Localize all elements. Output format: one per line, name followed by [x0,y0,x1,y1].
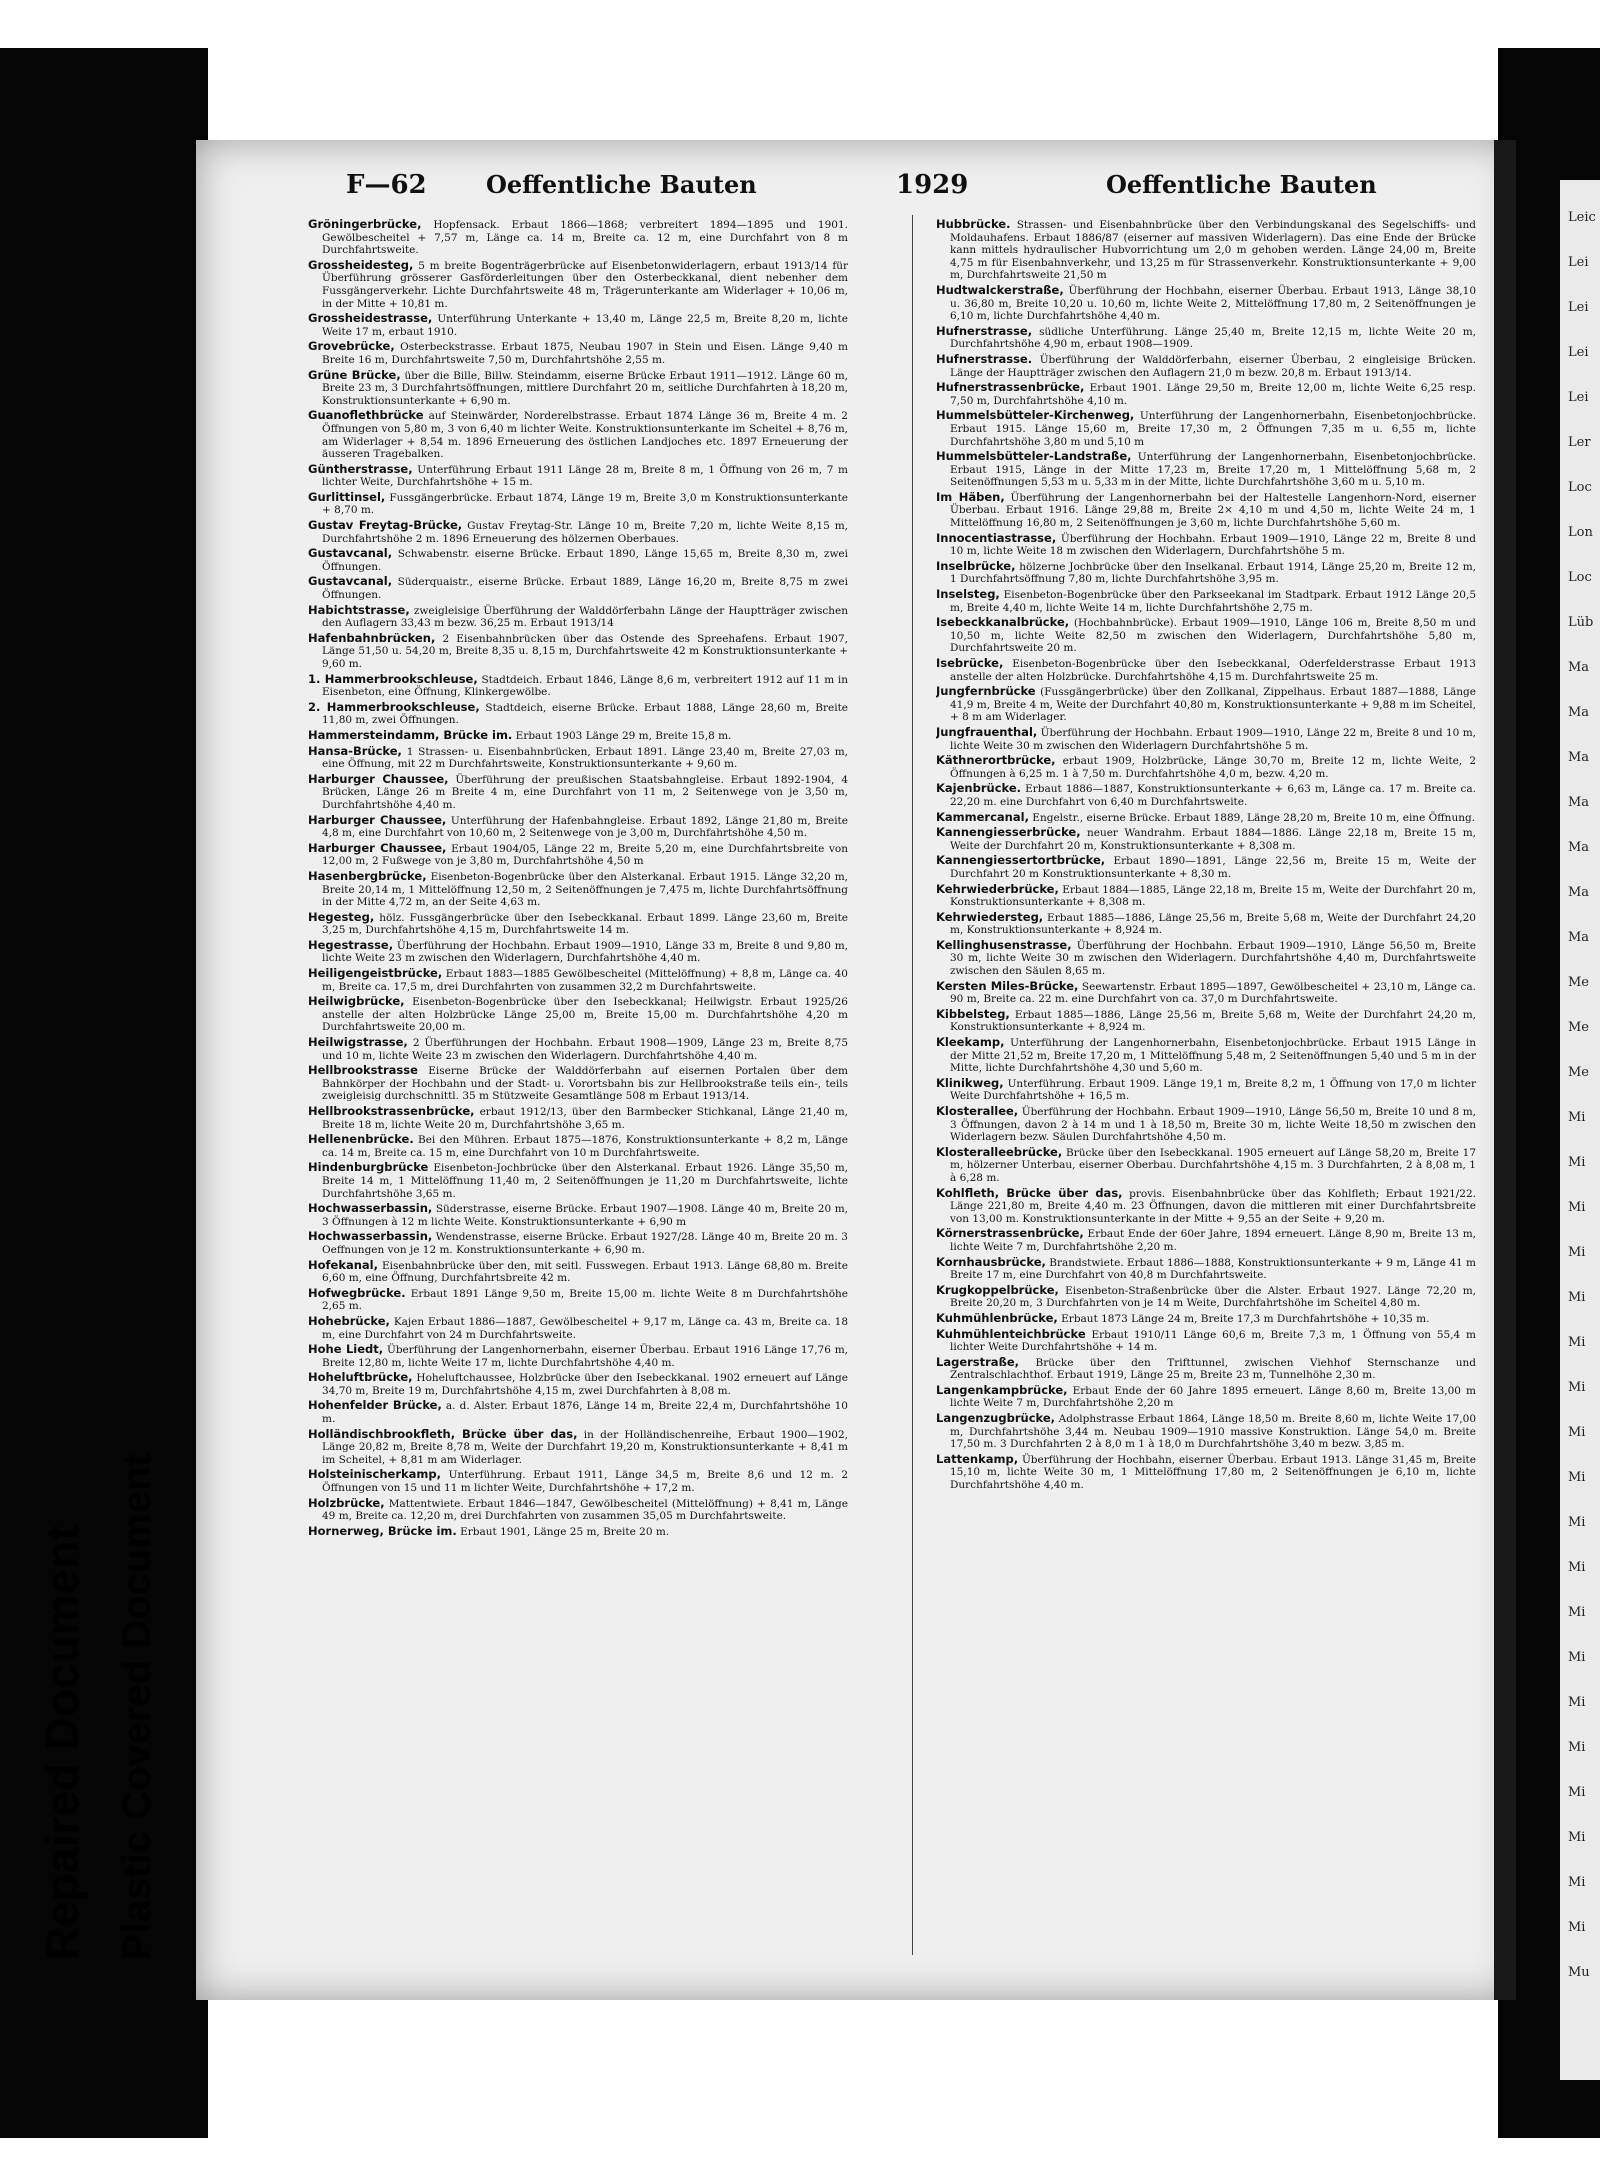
entry-text: Erbaut 1904/05, Länge 22 m, Breite 5,20 m, eine Durchfahrtsbreite von 12,00 m, 2 Fußwege von je 3,80 m, Durchfahrtshöhe 4,50 m [322,842,848,868]
entry-name: Im Häben, [936,489,1005,504]
directory-entry [308,1371,848,1397]
entry-text: Engelstr., eiserne Brücke. Erbaut 1889, Länge 28,20 m, Breite 10 m, eine Öffnung. [1032,811,1476,824]
directory-entry [936,811,1476,825]
directory-entry [308,1064,848,1103]
entry-name: Holsteinischerkamp, [308,1467,441,1482]
entry-text: Eisenbeton-Bogenbrücke über den Isebeckkanal, Oderfelderstrasse Erbaut 1913 anstelle der alten Holzbrücke. Durchfahrtshöhe 4,15 m. Durchfahrtsweite 25 m. [950,658,1476,683]
entry-text: Kajen Erbaut 1886—1887, Gewölbescheitel + 9,17 m, Länge ca. 43 m, Breite ca. 18 m, eine Durchfahrt von 24 m Durchfahrtsweite. [322,1315,848,1341]
entry-text: Eisenbahnbrücke über den, mit seitl. Fusswegen. Erbaut 1913. Länge 68,80 m. Breite 6,60 m, eine Öffnung, Durchfahrtsbreite 42 m. [322,1259,848,1285]
directory-entry [308,967,848,993]
entry-name: Kornhausbrücke, [936,1254,1046,1269]
entry-text: 2 Eisenbahnbrücken über das Ostende des Spreehafens. Erbaut 1907, Länge 51,50 u. 54,20 m, Breite 8,35 u. 8,15 m, Durchfahrtsweite 42 m Konstruktionsunterkante + 9,60 m. [322,632,848,670]
entry-name: Körnerstrassenbrücke, [936,1226,1084,1241]
entry-text: Fussgängerbrücke. Erbaut 1874, Länge 19 m, Breite 3,0 m Konstruktionsunterkante + 8,70 m. [322,491,848,517]
entry-text: Adolphstrasse Erbaut 1864, Länge 18,50 m. Breite 8,60 m, lichte Weite 17,00 m, Durchfahrtshöhe 3,44 m. Neubau 1909—1910 massive Konstruktion. Länge 54,0 m. Breite 17,50 m. 3 Durchfahrten 2 à 8,0 m 1 à 18,0 m Durchfahrtshöhe 3,40 m bezw. 3,85 m. [950,1413,1476,1451]
directory-entry [308,519,848,545]
entry-name: Hohe Liedt, [308,1342,384,1357]
entry-name: Jungfrauenthal, [936,724,1038,739]
directory-entry [308,729,848,743]
entry-text: Überführung der Hochbahn. Erbaut 1909—1910, Länge 56,50 m, Breite 30 m, lichte Weite 30 m zwischen den Widerlagern. Durchfahrtshöhe 4,40 m, Durchfahrtsweite zwischen den Säulen 8,65 m. [950,939,1476,978]
entry-text: Erbaut Ende der 60 Jahre 1895 erneuert. Länge 8,60 m, Breite 13,00 m lichte Weite 7 m, Durchfahrtshöhe 2,20 m [950,1384,1476,1410]
entry-text: über die Bille, Billw. Steindamm, eiserne Brücke Erbaut 1911—1912. Länge 60 m, Breite 23 m, 3 Durchfahrtsöffnungen, mittlere Durchfahrt 20 m, seitliche Durchfahrten à 18,20 m, Konstruktionsunterkante + 6,90 m. [322,369,848,407]
entry-name: Hoheluftbrücke, [308,1370,413,1385]
entry-text: Brandstwiete. Erbaut 1886—1888, Konstruktionsunterkante + 9 m, Länge 41 m Breite 17 m, eine Durchfahrt von 40,8 m Durchfahrtsweite. [950,1256,1476,1282]
entry-text: Erbaut 1890—1891, Länge 22,56 m, Breite 15 m, Weite der Durchfahrt 20 m Konstruktionsunterkante + 8,30 m. [950,855,1476,880]
entry-name: Gustavcanal, [308,574,393,589]
entry-name: Hubbrücke. [936,218,1011,231]
directory-entry [308,575,848,601]
entry-name: Hornerweg, Brücke im. [308,1523,457,1538]
left-running-head: Oeffentliche Bauten [486,170,757,199]
directory-entry [936,1256,1476,1282]
directory-entry [308,1259,848,1285]
entry-name: Klosterallee, [936,1104,1019,1118]
entry-text: zweigleisige Überführung der Walddörferbahn Länge der Hauptträger zwischen den Auflagern 33,43 m bezw. 36,25 m. Erbaut 1913/14 [322,604,848,630]
entry-text: südliche Unterführung. Länge 25,40 m, Breite 12,15 m, lichte Weite 20 m, Durchfahrtshöhe 4,90 m, erbaut 1908—1909. [950,325,1476,351]
entry-text: auf Steinwärder, Norderelbstrasse. Erbaut 1874 Länge 36 m, Breite 4 m. 2 Öffnungen von 5,80 m, 3 von 6,40 m lichter Weite. Konstruktionsunterkante im Scheitel + 8,76 m, am Widerlager + 8,54 m. 1896 Erneuerung des östlichen Landjoches etc. 1897 Erneuerung der äusseren Tragebalken. [322,410,848,461]
entry-text: Osterbeckstrasse. Erbaut 1875, Neubau 1907 in Stein und Eisen. Länge 9,40 m Breite 16 m, Durchfahrtsweite 7,50 m, Durchfahrtshöhe 2,55 m. [322,341,848,366]
directory-entry [936,826,1476,852]
directory-entry [308,1287,848,1313]
entry-text: Hopfensack. Erbaut 1866—1868; verbreitert 1894—1895 und 1901. Gewölbescheitel + 7,57 m, Länge ca. 14 m, Breite ca. 12 m, eine Durchfahrt von 8 m Durchfahrtsweite. [322,219,848,257]
entry-name: Hohebrücke, [308,1313,390,1328]
entry-text: erbaut 1912/13, über den Barmbecker Stichkanal, Länge 21,40 m, Breite 18 m, lichte Weite 20 m, Durchfahrtshöhe 3,65 m. [322,1106,848,1131]
entry-name: Harburger Chaussee, [308,771,449,786]
directory-entry [308,1428,848,1467]
entry-text: Überführung der Langenhornerbahn bei der Haltestelle Langenhorn-Nord, eiserner Überbau. Erbaut 1916. Länge 29,88 m, Breite 2× 4,10 m und 4,50 m, lichte Weite 24 m, 1 Mittelöffnung 16,80 m, 2 Seitenöffnungen je 3,60 m, lichte Durchfahrtshöhe 5,60 m. [950,491,1476,530]
next-page-fragment: Me [1568,1020,1590,1035]
entry-name: Grossheidestrasse, [308,311,433,326]
entry-text: hölzerne Jochbrücke über den Inselkanal. Erbaut 1914, Länge 25,20 m, Breite 12 m, 1 Durchfahrtsöffnung 7,80 m, lichte Durchfahrtshöhe 3,95 m. [950,560,1476,586]
directory-entry [936,1312,1476,1326]
directory-entry [936,685,1476,724]
next-page-fragment: Ma [1568,930,1590,945]
directory-entry [308,1105,848,1131]
entry-name: Hochwasserbassin, [308,1229,433,1244]
directory-entry [308,340,848,366]
entry-text: Erbaut 1873 Länge 24 m, Breite 17,3 m Durchfahrtshöhe + 10,35 m. [1061,1312,1430,1325]
directory-entry [936,980,1476,1006]
entry-text: hölz. Fussgängerbrücke über den Isebeckkanal. Erbaut 1899. Länge 23,60 m, Breite 3,25 m, Durchfahrtshöhe 4,15 m, Durchfahrtsweite 14 m. [322,911,848,937]
directory-entry [308,409,848,460]
entry-name: Hummelsbütteler-Kirchenweg, [936,408,1135,423]
directory-entry [936,782,1476,808]
entry-text: Eisenbeton-Bogenbrücke über den Parkseekanal im Stadtpark. Erbaut 1912 Länge 20,5 m, Breite 4,40 m, lichte Weite 14 m, lichte Durchfahrtshöhe 2,75 m. [950,589,1476,614]
entry-name: Kuhmühlenbrücke, [936,1310,1058,1325]
directory-entry [308,1343,848,1369]
entry-name: Hummelsbütteler-Landstraße, [936,449,1132,464]
directory-entry [308,1133,848,1159]
next-page-fragment: Mi [1568,1560,1586,1575]
entry-text: Unterführung der Hafenbahngleise. Erbaut 1892, Länge 21,80 m, Breite 4,8 m, eine Durchfahrt von 10,60 m, 2 Seitenwege von je 3,00 m, Durchfahrtshöhe 4,50 m. [322,814,848,840]
entry-text: Überführung der Hochbahn. Erbaut 1909—1910, Länge 22 m, Breite 8 und 10 m, lichte Weite 18 m zwischen den Widerlagern, Durchfahrtshöhe 5 m. [950,532,1476,558]
directory-entry [936,218,1476,282]
directory-entry [308,673,848,699]
entry-text: (Fussgängerbrücke) über den Zollkanal, Zippelhaus. Erbaut 1887—1888, Länge 41,9 m, Breite 4 m, Weite der Durchfahrt 40,80 m, Konstruktionsunterkante + 9,88 m im Scheitel, + 8 m am Widerlager. [950,686,1476,724]
entry-text: Eisenbeton-Jochbrücke über den Alsterkanal. Erbaut 1926. Länge 35,50 m, Breite 14 m, 1 Mittelöffnung 11,40 m, 2 Seitenöffnungen je 11,20 m Durchfahrtsweite, lichte Durchfahrtshöhe 3,65 m. [322,1162,848,1200]
directory-entry [936,284,1476,323]
directory-entry [936,726,1476,752]
entry-text: 2 Überführungen der Hochbahn. Erbaut 1908—1909, Länge 23 m, Breite 8,75 und 10 m, lichte Weite 23 m zwischen den Widerlagern. Durchfahrtshöhe 4,40 m. [322,1037,848,1062]
entry-text: Erbaut 1883—1885 Gewölbescheitel (Mittelöffnung) + 8,8 m, Länge ca. 40 m, Breite ca. 17,5 m, drei Durchfahrten von zusammen 32,2 m Durchfahrtsweite. [322,968,848,993]
entry-text: Unterführung Unterkante + 13,40 m, Länge 22,5 m, Breite 8,20 m, lichte Weite 17 m, erbaut 1910. [322,313,848,338]
next-page-fragment: Mi [1568,1695,1586,1710]
entry-name: Hufnerstrasse. [936,351,1033,366]
entry-text: Mattentwiete. Erbaut 1846—1847, Gewölbescheitel (Mittelöffnung) + 8,41 m, Länge 49 m, Breite ca. 12,20 m, drei Durchfahrten von zusammen 35,05 m Durchfahrtsweite. [322,1497,848,1523]
entry-name: Hasenbergbrücke, [308,868,427,883]
next-page-fragment: Ma [1568,705,1590,720]
entry-name: Hammersteindamm, Brücke im. [308,727,513,742]
entry-text: Erbaut 1886—1887, Konstruktionsunterkante + 6,63 m, Länge ca. 17 m. Breite ca. 22,20 m. eine Durchfahrt von 6,40 m Durchfahrtsweite. [950,783,1476,808]
directory-entry [308,842,848,868]
directory-entry [308,312,848,338]
directory-entry [308,911,848,937]
entry-name: Hofekanal, [308,1257,378,1272]
next-page-fragment: Mi [1568,1155,1586,1170]
entry-name: Kuhmühlenteichbrücke [936,1326,1086,1341]
entry-name: Guanoflethbrücke [308,408,424,423]
next-page-fragment: Ler [1568,435,1591,450]
entry-text: Überführung der Hochbahn, eiserner Überbau. Erbaut 1913, Länge 38,10 u. 36,80 m, Breite 10,20 u. 10,60 m, lichte Weite 2, Mittelöffnung 17,80 m, 2 Seitenöffnungen je 6,10 m, lichte Durchfahrtshöhe 4,40 m. [950,284,1476,323]
directory-entry [936,1105,1476,1144]
entry-text: Unterführung der Langenhornerbahn, Eisenbetonjochbrücke. Erbaut 1915, Länge in der Mitte 17,23 m, Breite 17,20 m, 1 Mittelöffnung 5,68 m, 2 Seitenöffnungen 5,53 m u. 5,33 m in der Mitte, lichte Durchfahrtshöhe 3,60 m u. 5,10 m. [950,451,1476,489]
entry-name: Kellinghusenstrasse, [936,937,1072,952]
entry-name: Käthnerortbrücke, [936,753,1056,768]
entry-text: Süderquaistr., eiserne Brücke. Erbaut 1889, Länge 16,20 m, Breite 8,75 m zwei Öffnungen. [322,576,848,602]
next-page-fragment: Mi [1568,1875,1586,1890]
entry-text: Gustav Freytag-Str. Länge 10 m, Breite 7,20 m, lichte Weite 8,15 m, Durchfahrtshöhe 2 m. 1896 Erneuerung des hölzernen Oberbaues. [322,520,848,545]
next-page-fragment: Mi [1568,1110,1586,1125]
next-page-fragment: Mi [1568,1650,1586,1665]
next-page-fragment: Mi [1568,1785,1586,1800]
next-page-fragment: Mi [1568,1245,1586,1260]
entry-text: Unterführung der Langenhornerbahn, Eisenbetonjochbrücke. Erbaut 1915. Länge 15,60 m, Breite 17,30 m, 2 Öffnungen 7,35 m u. 6,55 m, lichte Durchfahrtshöhe 3,80 m und 5,10 m [950,410,1476,448]
entry-text: Überführung der Hochbahn, eiserner Überbau. Erbaut 1913. Länge 31,45 m, Breite 15,10 m, lichte Weite 30 m, 1 Mittelöffnung 17,80 m, 2 Seitenöffnungen je 6,10 m, lichte Durchfahrtshöhe 4,40 m. [950,1453,1476,1492]
entry-name: Hofwegbrücke. [308,1285,406,1300]
next-page-fragment: Mi [1568,1290,1586,1305]
directory-entry [308,1202,848,1228]
entry-name: Hegesteg, [308,909,375,924]
entry-name: Kannengiesserbrücke, [936,825,1081,840]
directory-entry [936,560,1476,586]
directory-entry [308,1468,848,1494]
directory-entry [308,218,848,257]
entry-text: Süderstrasse, eiserne Brücke. Erbaut 1907—1908. Länge 40 m, Breite 20 m, 3 Öffnungen à 12 m lichte Weite. Konstruktionsunterkante + 6,90 m [322,1203,848,1228]
directory-page [196,140,1516,2000]
entry-name: Klinikweg, [936,1075,1004,1090]
entry-name: Kammercanal, [936,809,1029,824]
entry-text: Seewartenstr. Erbaut 1895—1897, Gewölbescheitel + 23,10 m, Länge ca. 90 m, Breite ca. 22 m. eine Durchfahrt von ca. 37,0 m Durchfahrtsweite. [950,980,1476,1006]
directory-entry [936,1146,1476,1185]
entry-name: Kersten Miles-Brücke, [936,978,1079,993]
entry-name: Jungfernbrücke [936,684,1036,699]
entry-text: Hoheluftchaussee, Holzbrücke über den Isebeckkanal. 1902 erneuert auf Länge 34,70 m, Breite 19 m, Durchfahrtshöhe 4,15 m, zwei Durchfahrten à 8,08 m. [322,1372,848,1397]
directory-entry [936,1284,1476,1310]
next-page-fragment: Me [1568,1065,1590,1080]
entry-text: Überführung der Hochbahn. Erbaut 1909—1910, Länge 56,50 m, Breite 10 und 8 m, 3 Öffnungen, davon 2 à 14 m und 1 à 18,50 m, Breite 30 m, lichte Weite 18,50 m zwischen den Widerlagern bezw. Säulen Durchfahrtshöhe 4,50 m. [950,1106,1476,1144]
entry-name: Holzbrücke, [308,1495,385,1510]
directory-entry [936,381,1476,407]
entry-name: Lattenkamp, [936,1451,1019,1466]
directory-entry [936,353,1476,379]
entry-name: Kibbelsteg, [936,1006,1010,1021]
entry-name: Gustav Freytag-Brücke, [308,518,463,533]
next-page-fragment: Loc [1568,480,1592,495]
directory-entry [308,369,848,408]
entry-text: Unterführung. Erbaut 1911, Länge 34,5 m, Breite 8,6 und 12 m. 2 Öffnungen von 15 und 11 m lichter Weite, Durchfahrtshöhe + 17,2 m. [322,1469,848,1495]
directory-entry [308,1399,848,1425]
entry-name: Gröningerbrücke, [308,218,422,231]
next-page-edge [1560,180,1600,2080]
entry-text: Bei den Mühren. Erbaut 1875—1876, Konstruktionsunterkante + 8,2 m, Länge ca. 14 m, Breite ca. 15 m, eine Durchfahrt von 10 m Durchfahrtsweite. [322,1134,848,1159]
entry-text: Eiserne Brücke der Walddörferbahn auf eisernen Portalen über dem Bahnkörper der Hochbahn und der Stadt- u. Vorortsbahn bis zur Hellbrookstraße teils ein-, teils zweigleisig durchschnittl. 35 m Stützweite Gesamtlänge 508 m Erbaut 1913/14. [322,1065,848,1103]
next-page-fragment: Mi [1568,1605,1586,1620]
entry-text: Eisenbeton-Straßenbrücke über die Alster. Erbaut 1927. Länge 72,20 m, Breite 20,20 m, 3 Durchfahrten von je 14 m Weite, Durchfahrtshöhe im Scheitel 4,80 m. [950,1284,1476,1310]
entry-name: Isebeckkanalbrücke, [936,615,1070,630]
entry-name: Hansa-Brücke, [308,743,402,758]
next-page-fragment: Lei [1568,390,1589,405]
directory-entry [936,409,1476,448]
next-page-fragment: Mi [1568,1920,1586,1935]
entry-name: Habichtstrasse, [308,602,410,617]
entry-name: Langenkampbrücke, [936,1382,1068,1397]
entry-name: Hudtwalckerstraße, [936,282,1064,297]
next-page-fragment: Mi [1568,1335,1586,1350]
entry-name: 2. Hammerbrookschleuse, [308,699,480,714]
next-page-fragment: Mi [1568,1425,1586,1440]
directory-entry [308,870,848,909]
entry-name: Hohenfelder Brücke, [308,1398,442,1413]
page-number: F—62 [346,170,427,200]
directory-entry [936,1008,1476,1034]
entry-name: Kajenbrücke. [936,781,1022,796]
next-page-fragment: Ma [1568,750,1590,765]
left-column [308,218,848,1938]
right-running-head: Oeffentliche Bauten [1106,170,1377,199]
entry-name: Hellbrookstrassenbrücke, [308,1104,475,1118]
entry-name: Hochwasserbassin, [308,1201,433,1216]
directory-entry [308,745,848,771]
entry-text: Wendenstrasse, eiserne Brücke. Erbaut 1927/28. Länge 40 m, Breite 20 m. 3 Oeffnungen von je 12 m. Konstruktionsunterkante + 6,90 m. [322,1231,848,1256]
directory-entry [308,547,848,573]
next-page-fragment: Lei [1568,255,1589,270]
directory-entry [936,883,1476,909]
next-page-fragment: Me [1568,975,1590,990]
directory-entry [308,259,848,310]
directory-entry [308,773,848,812]
entry-name: Hegestrasse, [308,937,394,952]
entry-text: Erbaut 1885—1886, Länge 25,56 m, Breite 5,68 m, Weite der Durchfahrt 24,20 m, Konstruktionsunterkante + 8,924 m. [950,1008,1476,1034]
directory-entry [936,491,1476,530]
entry-name: Lagerstraße, [936,1354,1020,1369]
entry-text: provis. Eisenbahnbrücke über das Kohlfleth; Erbaut 1921/22. Länge 221,80 m, Breite 4,40 m. 23 Öffnungen, davon die mittleren mit einer Durchfahrtsbreite von 13,00 m. Konstruktionsunterkante in der Mitte + 9,55 an der Seite + 9,20 m. [950,1187,1476,1225]
directory-entry [936,1453,1476,1492]
next-page-fragment: Mi [1568,1740,1586,1755]
entry-name: Kleekamp, [936,1035,1005,1050]
directory-entry [936,1187,1476,1226]
entry-name: Hufnerstrassenbrücke, [936,380,1085,395]
entry-text: Erbaut 1884—1885, Länge 22,18 m, Breite 15 m, Weite der Durchfahrt 20 m, Konstruktionsunterkante + 8,308 m. [950,883,1476,909]
directory-entry [936,616,1476,655]
directory-entry [308,463,848,489]
directory-entry [308,491,848,517]
entry-text: Strassen- und Eisenbahnbrücke über den Verbindungskanal des Segelschiffs- und Moldauhafens. Erbaut 1886/87 (eiserner auf massiven Widerlagern). Das eine Ende der Brücke kann mittels hydraulischer Hubvorrichtung um 2,0 m gehoben werden. Länge 24,00 m, Breite 4,75 m für Eisenbahnverkehr, und 13,25 m für Strassenverkehr. Konstruktionsunterkante + 9,00 m, Durchfahrtsweite 21,50 m [950,219,1476,282]
directory-entry [936,1077,1476,1103]
entry-text: Brücke über den Trifttunnel, zwischen Viehhof Sternschanze und Zentralschlachthof. Erbaut 1919, Länge 25 m, Breite 23 m, Tunnelhöhe 2,30 m. [950,1356,1476,1382]
entry-text: Erbaut Ende der 60er Jahre, 1894 erneuert. Länge 8,90 m, Breite 13 m, lichte Weite 7 m, Durchfahrtshöhe 2,20 m. [950,1228,1476,1253]
entry-name: Grüne Brücke, [308,367,401,382]
entry-text: Überführung der Hochbahn. Erbaut 1909—1910, Länge 22 m, Breite 8 und 10 m, lichte Weite 30 m zwischen den Widerlagern Durchfahrtshöhe 5 m. [950,726,1476,752]
entry-text: Unterführung Erbaut 1911 Länge 28 m, Breite 8 m, 1 Öffnung von 26 m, 7 m lichter Weite, Durchfahrtshöhe + 15 m. [322,463,848,489]
directory-entry [936,939,1476,978]
next-page-fragment: Lei [1568,300,1589,315]
entry-name: Klosteralleebrücke, [936,1144,1063,1159]
next-page-fragment: Mi [1568,1200,1586,1215]
entry-name: Inselsteg, [936,587,1000,602]
entry-text: Überführung der Langenhornerbahn, eiserner Überbau. Erbaut 1916 Länge 17,76 m, Breite 12,80 m, lichte Weite 17 m, lichte Durchfahrtshöhe 4,40 m. [322,1344,848,1369]
entry-name: Hindenburgbrücke [308,1160,429,1175]
next-page-fragment: Mi [1568,1470,1586,1485]
plastic-covered-label: Plastic Covered Document [115,1453,159,1960]
next-page-fragment: Mi [1568,1830,1586,1845]
next-page-fragment: Ma [1568,840,1590,855]
directory-entry [936,657,1476,683]
directory-entry [308,1036,848,1062]
directory-entry [308,1525,848,1539]
column-divider [912,215,913,1955]
directory-entry [308,814,848,840]
entry-name: Harburger Chaussee, [308,812,447,827]
entry-text: neuer Wandrahm. Erbaut 1884—1886. Länge 22,18 m, Breite 15 m, Weite der Durchfahrt 20 m, Konstruktionsunterkante + 8,308 m. [950,827,1476,852]
directory-entry [936,1328,1476,1354]
directory-entry [936,1384,1476,1410]
right-column [936,218,1476,1938]
entry-name: 1. Hammerbrookschleuse, [308,671,478,686]
directory-entry [308,1161,848,1200]
repaired-document-label: Repaired Document [36,1525,88,1960]
entry-name: Güntherstrasse, [308,461,413,476]
directory-entry [936,1227,1476,1253]
entry-name: Hufnerstrasse, [936,323,1033,338]
entry-name: Kehrwiederbrücke, [936,881,1059,896]
entry-name: Hellenenbrücke. [308,1132,414,1147]
entry-text: Eisenbeton-Bogenbrücke über den Isebeckkanal; Heilwigstr. Erbaut 1925/26 anstelle der alten Holzbrücke Länge 25,00 m, Breite 15,00 m. Durchfahrtshöhe 4,20 m Durchfahrtsweite 20,00 m. [322,996,848,1034]
entry-name: Gustavcanal, [308,546,393,561]
entry-text: Stadtdeich. Erbaut 1846, Länge 8,6 m, verbreitert 1912 auf 11 m in Eisenbeton, eine Öffnung, Klinkergewölbe. [322,673,848,699]
entry-name: Hafenbahnbrücken, [308,630,436,645]
next-page-fragment: Lüb [1568,615,1594,630]
directory-entry [308,1315,848,1341]
directory-entry [308,701,848,727]
directory-entry [308,1230,848,1256]
entry-name: Langenzugbrücke, [936,1411,1056,1426]
entry-text: a. d. Alster. Erbaut 1876, Länge 14 m, Breite 22,4 m, Durchfahrtshöhe 10 m. [322,1400,848,1426]
entry-text: Überführung der Walddörferbahn, eiserner Überbau, 2 eingleisige Brücken. Länge der Hauptträger zwischen den Auflagern 21,0 m bezw. 20,8 m. Erbaut 1913/14. [950,353,1476,379]
entry-name: Gurlittinsel, [308,489,386,504]
directory-entry [936,1412,1476,1451]
directory-entry [308,995,848,1034]
entry-name: Isebrücke, [936,656,1004,670]
entry-name: Heilwigstrasse, [308,1035,408,1050]
entry-text: Erbaut 1910/11 Länge 60,6 m, Breite 7,3 m, 1 Öffnung von 55,4 m lichter Weite Durchfahrtshöhe + 14 m. [950,1328,1476,1354]
directory-entry [936,532,1476,558]
entry-name: Harburger Chaussee, [308,840,447,855]
entry-text: Überführung der Hochbahn. Erbaut 1909—1910, Länge 33 m, Breite 8 und 9,80 m, lichte Weite 23 m zwischen den Widerlagern, Durchfahrtshöhe 4,40 m. [322,939,848,965]
entry-name: Grovebrücke, [308,339,395,354]
entry-name: Inselbrücke, [936,558,1016,573]
next-page-fragment: Lon [1568,525,1593,540]
entry-text: Unterführung der Langenhornerbahn, Eisenbetonjochbrücke. Erbaut 1915 Länge in der Mitte 21,52 m, Breite 17,20 m, 1 Mittelöffnung 5,48 m, 2 Seitenöffnungen 5,40 und 5 m in der Mitte, lichte Durchfahrtshöhe 4,30 und 5,60 m. [950,1037,1476,1075]
entry-text: erbaut 1909, Holzbrücke, Länge 30,70 m, Breite 12 m, lichte Weite, 2 Öffnungen à 6,25 m. 1 à 7,50 m. Durchfahrtshöhe 4,0 m, bezw. 4,20 m. [950,755,1476,780]
entry-name: Grossheidesteg, [308,257,414,272]
entry-name: Holländischbrookfleth, Brücke über das, [308,1426,578,1441]
entry-text: 1 Strassen- u. Eisenbahnbrücken, Erbaut 1891. Länge 23,40 m, Breite 27,03 m, eine Öffnung, mit 22 m Durchfahrtsweite, Konstruktionsunterkante + 9,60 m. [322,745,848,771]
directory-entry [936,588,1476,614]
next-page-fragment: Ma [1568,795,1590,810]
entry-text: Unterführung. Erbaut 1909. Länge 19,1 m, Breite 8,2 m, 1 Öffnung von 17,0 m lichter Weite Durchfahrtshöhe + 16,5 m. [950,1077,1476,1103]
directory-entry [308,632,848,671]
entry-text: 5 m breite Bogenträgerbrücke auf Eisenbetonwiderlagern, erbaut 1913/14 für Überführung grösserer Gasförderleitungen über den Osterbeckkanal, dient nebenher dem Fussgängerverkehr. Lichte Durchfahrtsweite 48 m, Trägerunterkante am Widerlager + 10,06 m, in der Mitte + 10,81 m. [322,259,848,310]
entry-text: (Hochbahnbrücke). Erbaut 1909—1910, Länge 106 m, Breite 8,50 m und 10,50 m, lichte Weite 82,50 m zwischen den Widerlagern, Durchfahrtshöhe 5,80 m, Durchfahrtsweite 20 m. [950,617,1476,655]
page-spine [1494,140,1516,2000]
directory-entry [936,1036,1476,1075]
next-page-fragment: Mi [1568,1515,1586,1530]
directory-entry [936,450,1476,489]
directory-entry [936,325,1476,351]
entry-name: Kohlfleth, Brücke über das, [936,1185,1123,1200]
next-page-fragment: Loc [1568,570,1592,585]
entry-text: Erbaut 1901, Länge 25 m, Breite 20 m. [460,1525,670,1538]
entry-text: Schwabenstr. eiserne Brücke. Erbaut 1890, Länge 15,65 m, Breite 8,30 m, zwei Öffnungen. [322,548,848,573]
directory-entry [308,604,848,630]
directory-entry [936,854,1476,880]
directory-entry [936,911,1476,937]
entry-text: Erbaut 1903 Länge 29 m, Breite 15,8 m. [515,729,732,742]
directory-entry [308,1497,848,1523]
entry-text: Brücke über den Isebeckkanal. 1905 erneuert auf Länge 58,20 m, Breite 17 m, hölzerner Unterbau, eiserner Oberbau. Durchfahrtshöhe 4,15 m. 3 Durchfahrten, 2 à 8,08 m, 1 à 6,28 m. [950,1146,1476,1184]
next-page-fragment: Mi [1568,1380,1586,1395]
entry-text: Erbaut 1885—1886, Länge 25,56 m, Breite 5,68 m, Weite der Durchfahrt 24,20 m, Konstruktionsunterkante + 8,924 m. [950,911,1476,937]
entry-name: Heiligengeistbrücke, [308,966,443,981]
entry-name: Innocentiastrasse, [936,530,1057,545]
next-page-fragment: Lei [1568,345,1589,360]
entry-name: Hellbrookstrasse [308,1063,418,1078]
entry-text: Erbaut 1901. Länge 29,50 m, Breite 12,00 m, lichte Weite 6,25 resp. 7,50 m, Durchfahrtshöhe 4,10 m. [950,382,1476,407]
directory-entry [308,939,848,965]
next-page-fragment: Mu [1568,1965,1590,1980]
entry-name: Kannengiessertortbrücke, [936,853,1106,868]
entry-name: Kehrwiedersteg, [936,909,1044,924]
entry-text: Stadtdeich, eiserne Brücke. Erbaut 1888, Länge 28,60 m, Breite 11,80 m, zwei Öffnungen. [322,701,848,727]
next-page-fragment: Leic [1568,210,1596,225]
entry-name: Krugkoppelbrücke, [936,1282,1059,1297]
year-heading: 1929 [896,170,969,200]
entry-text: Eisenbeton-Bogenbrücke über den Alsterkanal. Erbaut 1915. Länge 32,20 m, Breite 20,14 m, 1 Mittelöffnung 12,50 m, 2 Seitenöffnungen je 7,475 m, lichte Durchfahrtsöffnung in der Mitte 4,72 m, an der Seite 4,63 m. [322,870,848,909]
next-page-fragment: Ma [1568,885,1590,900]
next-page-fragment: Ma [1568,660,1590,675]
directory-entry [936,1356,1476,1382]
scan-border-left [0,48,208,2138]
entry-name: Heilwigbrücke, [308,994,405,1009]
entry-text: Erbaut 1891 Länge 9,50 m, Breite 15,00 m. lichte Weite 8 m Durchfahrtshöhe 2,65 m. [322,1287,848,1313]
entry-text: Überführung der preußischen Staatsbahngleise. Erbaut 1892-1904, 4 Brücken, Länge 26 m Breite 4 m, eine Durchfahrt von 11 m, 2 Seitenwege von je 3,50 m, Durchfahrtshöhe 4,40 m. [322,773,848,811]
entry-text: in der Holländischenreihe, Erbaut 1900—1902, Länge 20,82 m, Breite 8,78 m, Weite der Durchfahrt 19,20 m, Konstruktionsunterkante + 8,41 m im Scheitel, + 8,81 m am Widerlager. [322,1428,848,1466]
directory-entry [936,754,1476,780]
